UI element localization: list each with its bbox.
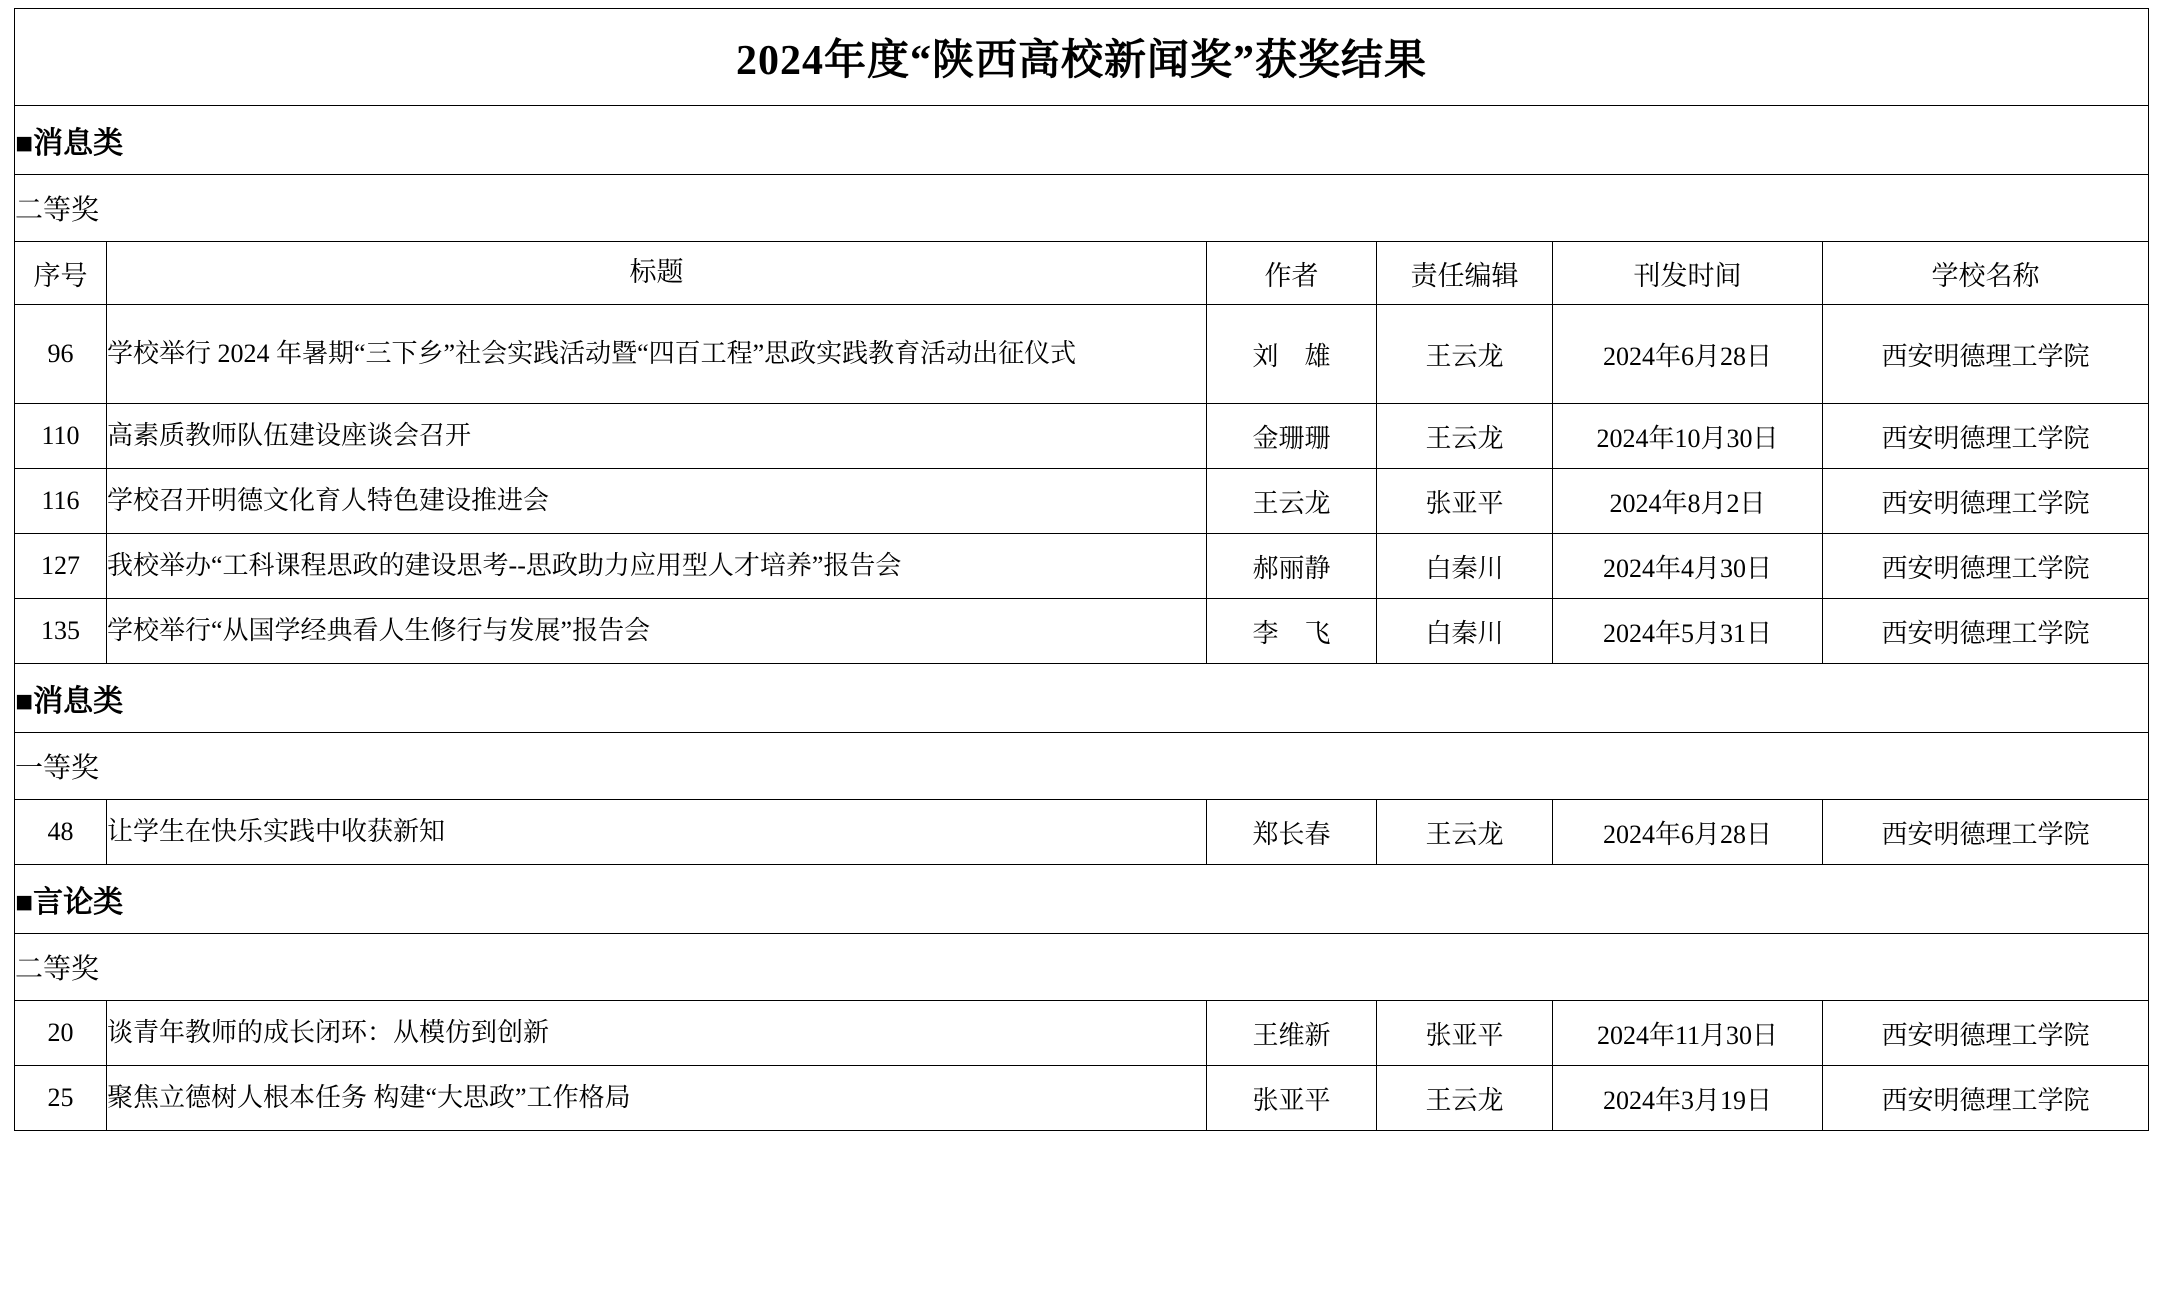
section-heading: ■消息类 bbox=[15, 664, 2149, 733]
table-row bbox=[15, 599, 2149, 664]
cell-editor: 白秦川 bbox=[1377, 599, 1553, 664]
cell-no: 135 bbox=[15, 599, 107, 664]
section-heading: ■消息类 bbox=[15, 106, 2149, 175]
cell-author: 金珊珊 bbox=[1207, 404, 1377, 469]
cell-title: 我校举办“工科课程思政的建设思考--思政助力应用型人才培养”报告会 bbox=[107, 534, 1207, 599]
cell-school: 西安明德理工学院 bbox=[1823, 1001, 2149, 1066]
cell-title: 聚焦立德树人根本任务 构建“大思政”工作格局 bbox=[107, 1066, 1207, 1131]
cell-author: 郑长春 bbox=[1207, 800, 1377, 865]
cell-date: 2024年3月19日 bbox=[1553, 1066, 1823, 1131]
table-row bbox=[15, 534, 2149, 599]
award-level: 一等奖 bbox=[15, 733, 2149, 800]
table-row bbox=[15, 305, 2149, 404]
cell-no: 96 bbox=[15, 305, 107, 404]
cell-title: 谈青年教师的成长闭环：从模仿到创新 bbox=[107, 1001, 1207, 1066]
cell-school: 西安明德理工学院 bbox=[1823, 305, 2149, 404]
cell-date: 2024年4月30日 bbox=[1553, 534, 1823, 599]
cell-no: 116 bbox=[15, 469, 107, 534]
section-heading: ■言论类 bbox=[15, 865, 2149, 934]
award-level-row bbox=[15, 175, 2149, 242]
cell-date: 2024年10月30日 bbox=[1553, 404, 1823, 469]
table-row bbox=[15, 1001, 2149, 1066]
section-heading-row bbox=[15, 865, 2149, 934]
cell-editor: 王云龙 bbox=[1377, 305, 1553, 404]
cell-no: 127 bbox=[15, 534, 107, 599]
award-level-row bbox=[15, 934, 2149, 1001]
column-header-school: 学校名称 bbox=[1823, 242, 2149, 305]
cell-title: 让学生在快乐实践中收获新知 bbox=[107, 800, 1207, 865]
column-header-author: 作者 bbox=[1207, 242, 1377, 305]
cell-editor: 王云龙 bbox=[1377, 1066, 1553, 1131]
cell-title: 学校举行“从国学经典看人生修行与发展”报告会 bbox=[107, 599, 1207, 664]
title-row bbox=[15, 9, 2149, 106]
cell-title: 学校举行 2024 年暑期“三下乡”社会实践活动暨“四百工程”思政实践教育活动出征仪式 bbox=[107, 305, 1207, 404]
cell-author: 王云龙 bbox=[1207, 469, 1377, 534]
cell-editor: 张亚平 bbox=[1377, 469, 1553, 534]
cell-editor: 白秦川 bbox=[1377, 534, 1553, 599]
cell-school: 西安明德理工学院 bbox=[1823, 1066, 2149, 1131]
column-header-title: 标题 bbox=[107, 242, 1207, 305]
cell-no: 20 bbox=[15, 1001, 107, 1066]
cell-no: 25 bbox=[15, 1066, 107, 1131]
cell-title: 高素质教师队伍建设座谈会召开 bbox=[107, 404, 1207, 469]
cell-author: 郝丽静 bbox=[1207, 534, 1377, 599]
page-title: 2024年度“陕西高校新闻奖”获奖结果 bbox=[15, 9, 2149, 106]
cell-date: 2024年11月30日 bbox=[1553, 1001, 1823, 1066]
cell-author: 张亚平 bbox=[1207, 1066, 1377, 1131]
cell-school: 西安明德理工学院 bbox=[1823, 599, 2149, 664]
cell-author: 刘 雄 bbox=[1207, 305, 1377, 404]
table-header-row bbox=[15, 242, 2149, 305]
cell-date: 2024年6月28日 bbox=[1553, 800, 1823, 865]
cell-date: 2024年8月2日 bbox=[1553, 469, 1823, 534]
cell-no: 48 bbox=[15, 800, 107, 865]
section-heading-row bbox=[15, 106, 2149, 175]
cell-editor: 张亚平 bbox=[1377, 1001, 1553, 1066]
column-header-no: 序号 bbox=[15, 242, 107, 305]
table-row bbox=[15, 404, 2149, 469]
cell-date: 2024年6月28日 bbox=[1553, 305, 1823, 404]
cell-editor: 王云龙 bbox=[1377, 800, 1553, 865]
cell-no: 110 bbox=[15, 404, 107, 469]
cell-editor: 王云龙 bbox=[1377, 404, 1553, 469]
column-header-editor: 责任编辑 bbox=[1377, 242, 1553, 305]
cell-author: 李 飞 bbox=[1207, 599, 1377, 664]
section-heading-row bbox=[15, 664, 2149, 733]
cell-school: 西安明德理工学院 bbox=[1823, 800, 2149, 865]
cell-school: 西安明德理工学院 bbox=[1823, 534, 2149, 599]
cell-school: 西安明德理工学院 bbox=[1823, 469, 2149, 534]
award-level: 二等奖 bbox=[15, 175, 2149, 242]
award-level: 二等奖 bbox=[15, 934, 2149, 1001]
table-row bbox=[15, 1066, 2149, 1131]
cell-school: 西安明德理工学院 bbox=[1823, 404, 2149, 469]
cell-date: 2024年5月31日 bbox=[1553, 599, 1823, 664]
column-header-date: 刊发时间 bbox=[1553, 242, 1823, 305]
award-level-row bbox=[15, 733, 2149, 800]
table-row bbox=[15, 800, 2149, 865]
table-row bbox=[15, 469, 2149, 534]
cell-author: 王维新 bbox=[1207, 1001, 1377, 1066]
award-results-table bbox=[14, 8, 2149, 1131]
cell-title: 学校召开明德文化育人特色建设推进会 bbox=[107, 469, 1207, 534]
